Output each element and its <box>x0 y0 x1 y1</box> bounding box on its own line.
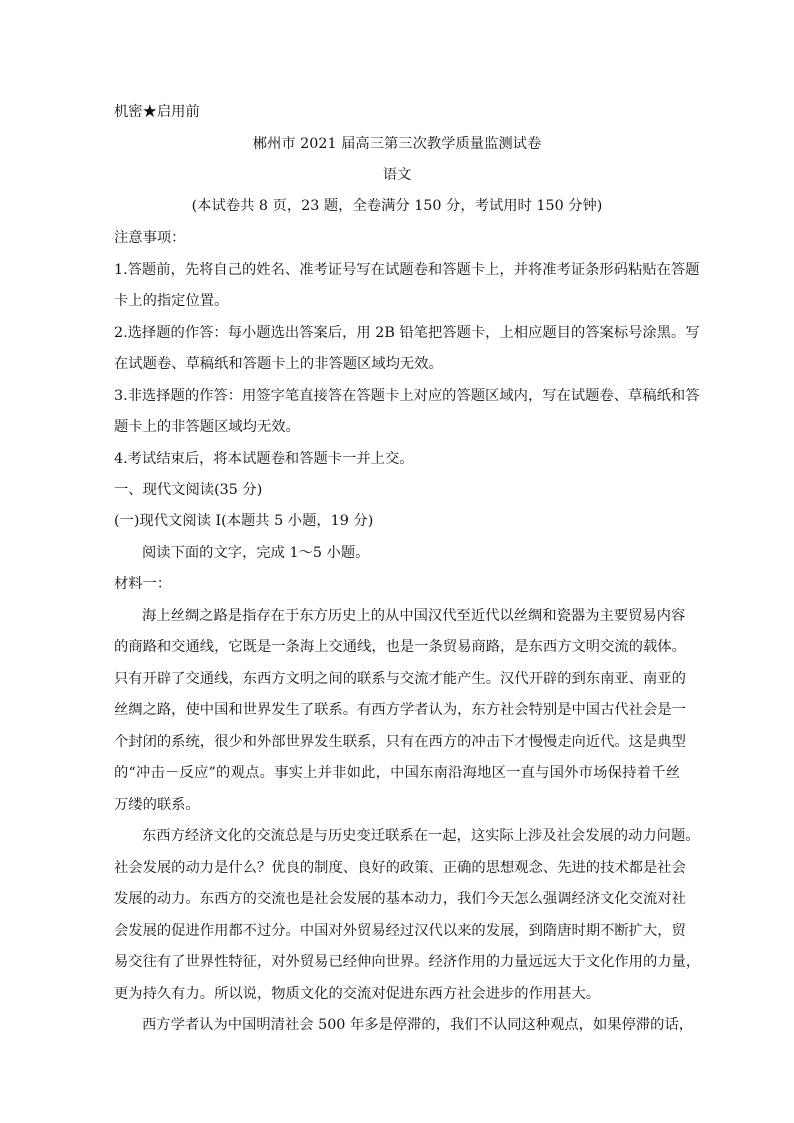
passage-line: 易交往有了世界性特征，对外贸易已经伸向世界。经济作用的力量远远大于文化作用的力量， <box>114 954 701 970</box>
notes-line: 在试题卷、草稿纸和答题卡上的非答题区域均无效。 <box>114 356 443 372</box>
notes-line: 4.考试结束后，将本试题卷和答题卡一并上交。 <box>114 451 414 467</box>
notes-line: 2.选择题的作答：每小题选出答案后，用 2B 铅笔把答题卡，上相应题目的答案标号涂黑。写 <box>114 325 700 341</box>
notes-line: 题卡上的非答题区域均无效。 <box>114 419 300 435</box>
passage-line: 的商路和交通线，它既是一条海上交通线，也是一条贸易商路，是东西方文明交流的载体。 <box>114 639 686 655</box>
passage-line: 个封闭的系统，很少和外部世界发生联系，只有在西方的冲击下才慢慢走向近代。这是典型 <box>114 734 686 750</box>
notes-title: 注意事项： <box>114 230 186 246</box>
material-label: 材料一： <box>114 576 172 592</box>
passage-line: 万缕的联系。 <box>114 797 200 813</box>
passage-line: 会发展的促进作用都不过分。中国对外贸易经过汉代以来的发展，到隋唐时期不断扩大，贸 <box>114 923 686 939</box>
passage-line: 西方学者认为中国明清社会 500 年多是停滞的，我们不认同这种观点，如果停滞的话， <box>142 1017 694 1033</box>
section-subheading: (一)现代文阅读 I(本题共 5 小题，19 分) <box>114 513 374 529</box>
passage-line: 社会发展的动力是什么？优良的制度、良好的政策、正确的思想观念、先进的技术都是社会 <box>114 860 686 876</box>
notes-line: 1.答题前，先将自己的姓名、准考证号写在试题卷和答题卡上，并将准考证条形码粘贴在答题 <box>114 262 700 278</box>
passage-line: 发展的动力。东西方的交流也是社会发展的基本动力，我们今天怎么强调经济文化交流对社 <box>114 891 686 907</box>
passage-line: 丝绸之路，使中国和世界发生了联系。有西方学者认为，东方社会特别是中国古代社会是一 <box>114 702 686 718</box>
reading-instruction: 阅读下面的文字，完成 1～5 小题。 <box>142 545 370 561</box>
passage-line: 东西方经济文化的交流总是与历史变迁联系在一起，这实际上涉及社会发展的动力问题。 <box>142 828 700 844</box>
section-heading: 一、现代文阅读(35 分) <box>114 482 263 498</box>
notes-line: 3.非选择题的作答：用签字笔直接答在答题卡上对应的答题区域内，写在试题卷、草稿纸和答 <box>114 388 700 404</box>
notes-line: 卡上的指定位置。 <box>114 293 229 309</box>
subject-title: 语文 <box>382 167 412 183</box>
passage-line: 只有开辟了交通线，东西方文明之间的联系与交流才能产生。汉代开辟的到东南亚、南亚的 <box>114 671 686 687</box>
passage-line: 的“冲击－反应”的观点。事实上并非如此，中国东南沿海地区一直与国外市场保持着千丝 <box>114 765 680 781</box>
exam-title: 郴州市 2021 届高三第三次教学质量监测试卷 <box>252 136 542 152</box>
confidential-mark: 机密★启用前 <box>114 104 200 120</box>
passage-line: 更为持久有力。所以说，物质文化的交流对促进东西方社会进步的作用甚大。 <box>114 986 601 1002</box>
exam-info: (本试卷共 8 页，23 题，全卷满分 150 分，考试用时 150 分钟) <box>191 198 603 214</box>
passage-line: 海上丝绸之路是指存在于东方历史上的从中国汉代至近代以丝绸和瓷器为主要贸易内容 <box>142 608 686 624</box>
